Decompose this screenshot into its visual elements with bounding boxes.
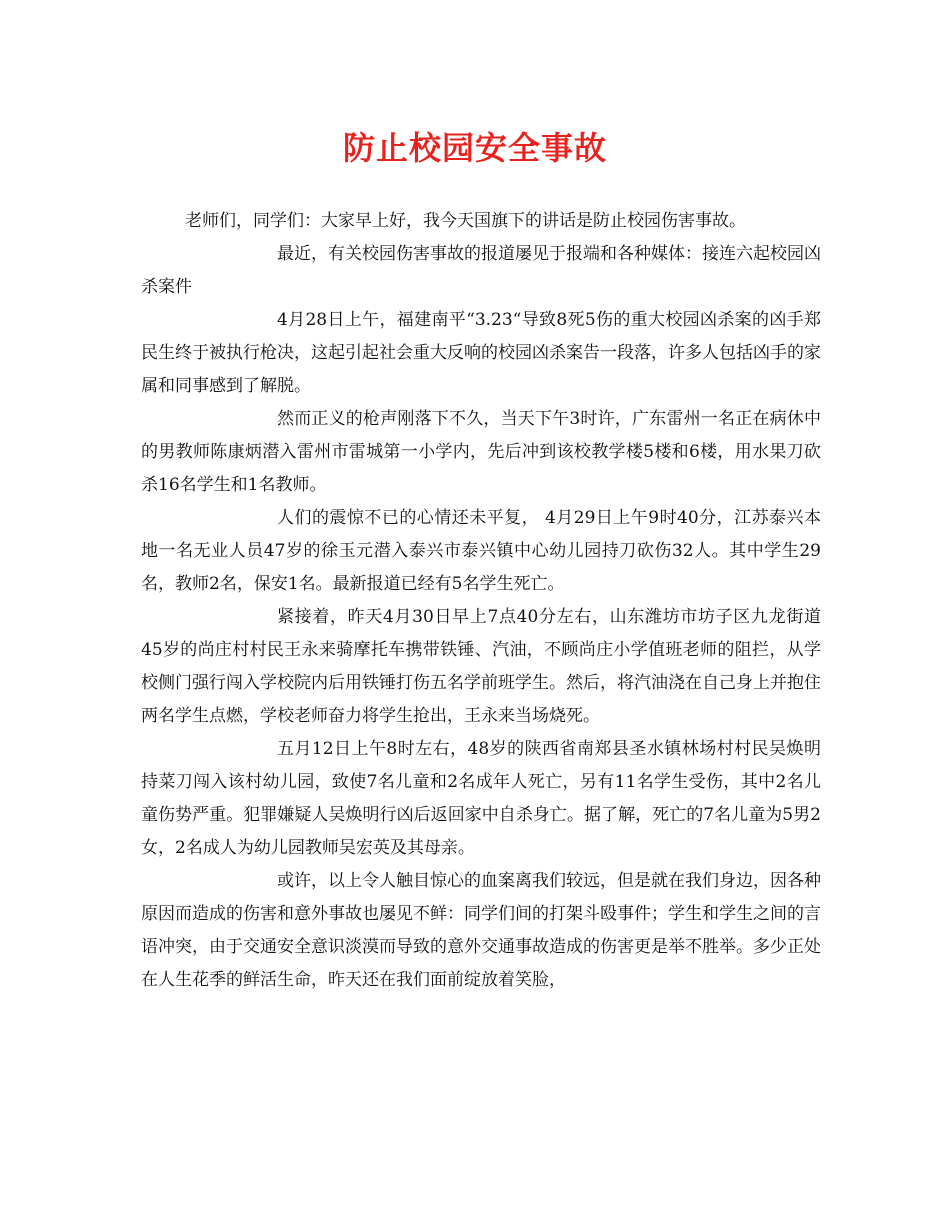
paragraph-intro: 最近，有关校园伤害事故的报道屡见于报端和各种媒体：接连六起校园凶杀案件 <box>141 244 821 297</box>
paragraph-case-nanping: 4月28日上午，福建南平“3.23“导致8死5伤的重大校园凶杀案的凶手郑民生终于被执行枪决，这起引起社会重大反响的校园凶杀案告一段落，许多人包括凶手的家属和同事感到了解脱。 <box>141 310 821 396</box>
paragraph-case-taixing: 人们的震惊不已的心情还未平复， 4月29日上午9时40分，江苏泰兴本地一名无业人员47岁的徐玉元潜入泰兴市泰兴镇中心幼儿园持刀砍伤32人。其中学生29名，教师2名，保安1名。最新报道已经有5名学生死亡。 <box>141 508 821 594</box>
document-body <box>141 205 821 997</box>
page-title: 防止校园安全事故 <box>342 129 607 167</box>
paragraph-greeting: 老师们，同学们：大家早上好，我今天国旗下的讲话是防止校园伤害事故。 <box>185 211 746 231</box>
paragraph-reflection: 或许，以上令人触目惊心的血案离我们较远，但是就在我们身边，因各种原因而造成的伤害和意外事故也屡见不鲜：同学们间的打架斗殴事件；学生和学生之间的言语冲突，由于交通安全意识淡漠而导致的意外交通事故造成的伤害更是举不胜举。多少正处在人生花季的鲜活生命，昨天还在我们面前绽放着笑脸， <box>141 871 821 990</box>
paragraph-case-weifang: 紧接着，昨天4月30日早上7点40分左右，山东潍坊市坊子区九龙街道45岁的尚庄村村民王永来骑摩托车携带铁锤、汽油，不顾尚庄小学值班老师的阻拦，从学校侧门强行闯入学校院内后用铁锤打伤五名学前班学生。然后，将汽油浇在自己身上并抱住两名学生点燃，学校老师奋力将学生抢出，王永来当场烧死。 <box>141 607 821 726</box>
paragraph-case-leizhou: 然而正义的枪声刚落下不久，当天下午3时许，广东雷州一名正在病休中的男教师陈康炳潜入雷州市雷城第一小学内，先后冲到该校教学楼5楼和6楼，用水果刀砍杀16名学生和1名教师。 <box>141 409 821 495</box>
paragraph-case-nanzheng: 五月12日上午8时左右，48岁的陕西省南郑县圣水镇林场村村民吴焕明持菜刀闯入该村幼儿园，致使7名儿童和2名成年人死亡，另有11名学生受伤，其中2名儿童伤势严重。犯罪嫌疑人吴焕明行凶后返回家中自杀身亡。据了解，死亡的7名儿童为5男2女，2名成人为幼儿园教师吴宏英及其母亲。 <box>141 739 821 858</box>
